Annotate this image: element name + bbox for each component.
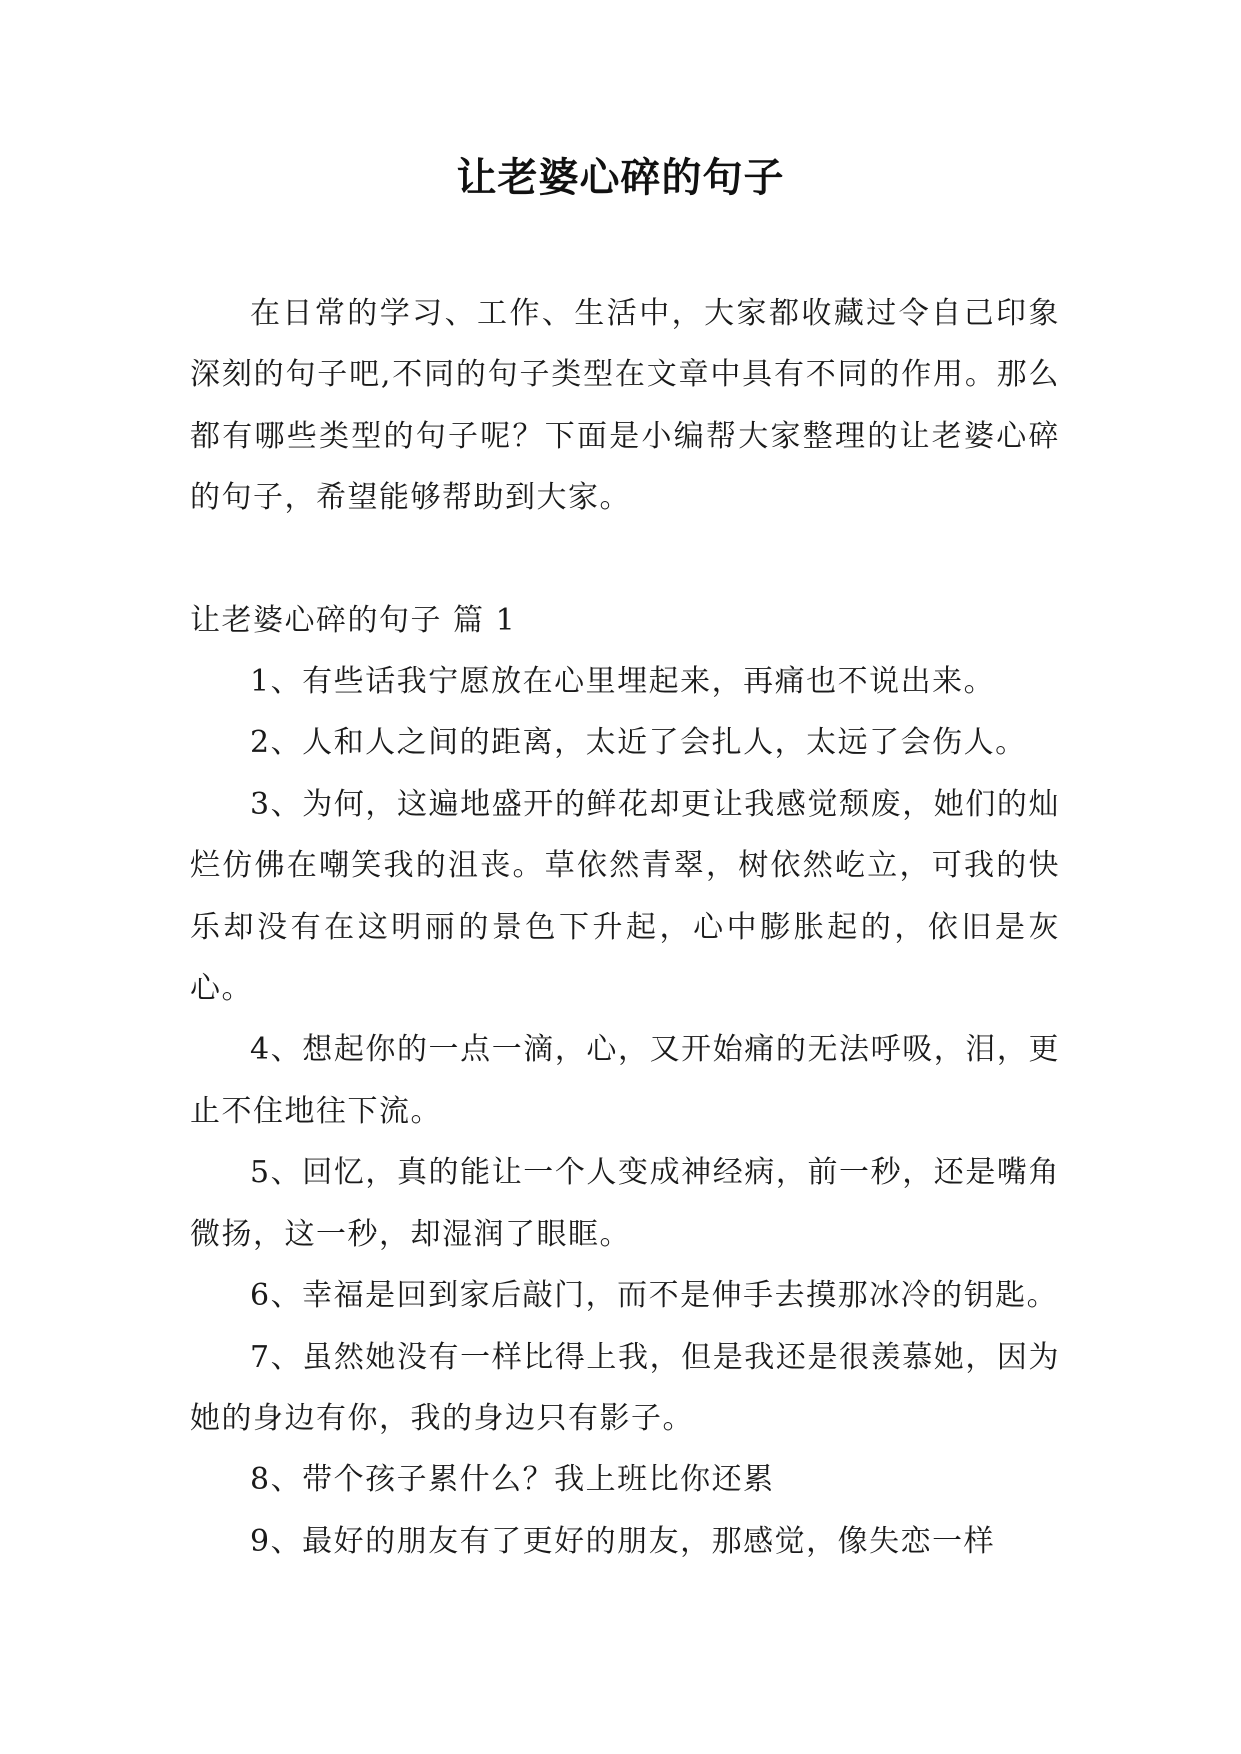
list-item: 7、虽然她没有一样比得上我，但是我还是很羡慕她，因为她的身边有你，我的身边只有影子。 — [190, 1339, 1060, 1436]
list-item: 3、为何，这遍地盛开的鲜花却更让我感觉颓废，她们的灿烂仿佛在嘲笑我的沮丧。草依然青翠，树依然屹立，可我的快乐却没有在这明丽的景色下升起，心中膨胀起的，依旧是灰心。 — [190, 786, 1060, 1007]
section-heading: 让老婆心碎的句子 篇 1 — [190, 602, 517, 638]
list-item: 8、带个孩子累什么？我上班比你还累 — [250, 1462, 775, 1498]
document-title: 让老婆心碎的句子 — [456, 155, 785, 201]
list-item: 4、想起你的一点一滴，心，又开始痛的无法呼吸，泪，更止不住地往下流。 — [190, 1032, 1060, 1129]
intro-paragraph: 在日常的学习、工作、生活中，大家都收藏过令自己印象深刻的句子吧,不同的句子类型在文章中具有不同的作用。那么都有哪些类型的句子呢？下面是小编帮大家整理的让老婆心碎的句子，希望能够帮助到大家。 — [190, 296, 1060, 516]
list-item: 2、人和人之间的距离，太近了会扎人，太远了会伤人。 — [250, 725, 1027, 761]
list-item: 9、最好的朋友有了更好的朋友，那感觉，像失恋一样 — [250, 1523, 996, 1559]
list-item: 1、有些话我宁愿放在心里埋起来，再痛也不说出来。 — [250, 664, 996, 700]
document-body — [190, 283, 1060, 1572]
list-item: 5、回忆，真的能让一个人变成神经病，前一秒，还是嘴角微扬，这一秒，却湿润了眼眶。 — [190, 1155, 1060, 1252]
list-item: 6、幸福是回到家后敲门，而不是伸手去摸那冰冷的钥匙。 — [250, 1278, 1059, 1314]
